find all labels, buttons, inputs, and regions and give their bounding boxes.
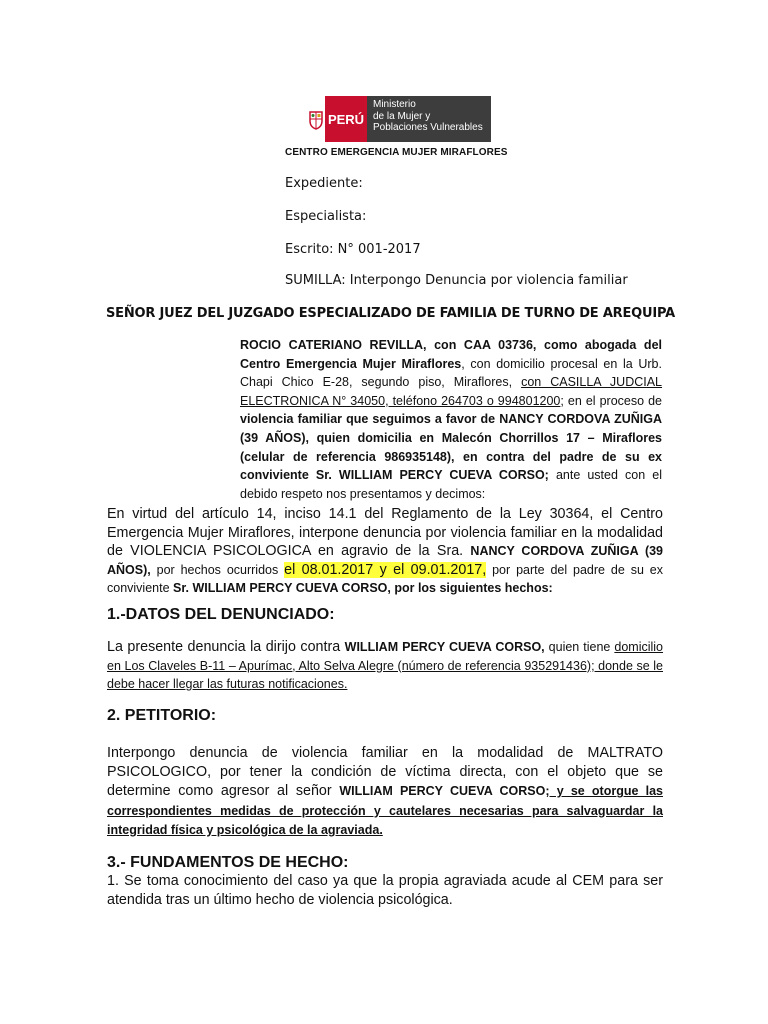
- logo-country: PERÚ: [325, 96, 367, 142]
- sumilla-label: SUMILLA: Interpongo Denuncia por violencia familiar: [285, 273, 628, 288]
- section1-paragraph: La presente denuncia la dirijo contra WILLIAM PERCY CUEVA CORSO, quien tiene domicilio en Los Claveles B-11 – Apurímac, Alto Selva Alegre (número de referencia 935291436); donde se le debe hacer llegar las futuras notificaciones.: [107, 639, 664, 691]
- intro-paragraph: ROCIO CATERIANO REVILLA, con CAA 03736, como abogada del Centro Emergencia Mujer Miraflores, con domicilio procesal en la Urb. Chapi Chico E-28, segundo piso, Miraflores, con CASILLA JUDCIAL ELECTRONICA N° 34050, teléfono 264703 o 994801200; en el proceso de violencia familiar que seguimos a favor de NANCY CORDOVA ZUÑIGA (39 AÑOS), quien domicilia en Malecón Chorrillos 17 – Miraflores (celular de referencia 986935148), en contra del padre de su ex conviviente Sr. WILLIAM PERCY CUEVA CORSO; ante usted con el debido respeto nos presentamos y decimos:: [240, 338, 663, 501]
- section3-heading: 3.- FUNDAMENTOS DE HECHO:: [107, 854, 349, 871]
- section3-paragraph: 1. Se toma conocimiento del caso ya que la propia agraviada acude al CEM para ser atendida tras un último hecho de violencia psicológica.: [107, 873, 663, 909]
- especialista-label: Especialista:: [285, 209, 367, 224]
- coat-of-arms-icon: [307, 96, 325, 142]
- center-title: CENTRO EMERGENCIA MUJER MIRAFLORES: [285, 147, 508, 158]
- ministry-logo: [307, 96, 491, 142]
- expediente-label: Expediente:: [285, 176, 363, 191]
- escrito-label: Escrito: N° 001-2017: [285, 242, 421, 257]
- section2-paragraph: Interpongo denuncia de violencia familiar en la modalidad de MALTRATO PSICOLOGICO, por tener la condición de víctima directa, con el objeto que se determine como agresor al señor WILLIAM PERCY CUEVA CORSO; y se otorgue las correspondientes medidas de protección y cautelares necesarias para salvaguardar la integridad física y psicológica de la agraviada.: [107, 745, 663, 837]
- section2-heading: 2. PETITORIO:: [107, 707, 217, 724]
- logo-ministry-name: Ministerio de la Mujer y Poblaciones Vulnerables: [367, 96, 491, 142]
- judge-address: SEÑOR JUEZ DEL JUZGADO ESPECIALIZADO DE FAMILIA DE TURNO DE AREQUIPA: [106, 306, 676, 321]
- virtud-paragraph: En virtud del artículo 14, inciso 14.1 del Reglamento de la Ley 30364, el Centro Emergencia Mujer Miraflores, interpone denuncia por violencia familiar en la modalidad de VIOLENCIA PSICOLOGICA en agravio de la Sra. NANCY CORDOVA ZUÑIGA (39 AÑOS), por hechos ocurridos el 08.01.2017 y el 09.01.2017, por parte del padre de su ex conviviente Sr. WILLIAM PERCY CUEVA CORSO, por los siguientes hechos:: [107, 506, 664, 595]
- section1-heading: 1.-DATOS DEL DENUNCIADO:: [107, 606, 335, 623]
